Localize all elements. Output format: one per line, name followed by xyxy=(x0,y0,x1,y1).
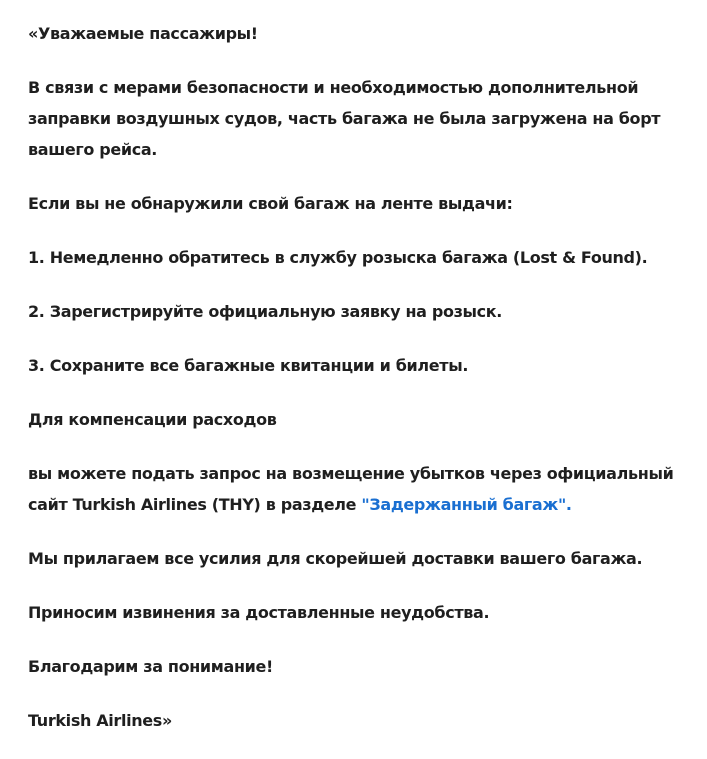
delayed-baggage-link[interactable]: "Задержанный багаж". xyxy=(361,495,572,514)
intro-line: В связи с мерами безопасности и необходимостью дополнительной xyxy=(28,78,639,97)
intro-line: вашего рейса. xyxy=(28,140,158,159)
compensation-prefix: сайт Turkish Airlines (THY) в разделе xyxy=(28,495,362,514)
intro-paragraph xyxy=(28,72,700,165)
step-3: 3. Сохраните все багажные квитанции и билеты. xyxy=(28,356,469,375)
effort-text: Мы прилагаем все усилия для скорейшей доставки вашего багажа. xyxy=(28,549,643,568)
compensation-line xyxy=(28,489,700,520)
step-1: 1. Немедленно обратитесь в службу розыска багажа (Lost & Found). xyxy=(28,248,648,267)
greeting-text: «Уважаемые пассажиры! xyxy=(28,24,258,43)
compensation-line: вы можете подать запрос на возмещение убытков через официальный xyxy=(28,464,674,483)
apology-text: Приносим извинения за доставленные неудобства. xyxy=(28,603,490,622)
intro-line: заправки воздушных судов, часть багажа не была загружена на борт xyxy=(28,109,661,128)
step-2: 2. Зарегистрируйте официальную заявку на розыск. xyxy=(28,302,503,321)
compensation-paragraph xyxy=(28,458,700,520)
signature-text: Turkish Airlines» xyxy=(28,711,172,730)
lead-text: Если вы не обнаружили свой багаж на ленте выдачи: xyxy=(28,194,513,213)
announcement-message xyxy=(28,18,700,759)
compensation-heading: Для компенсации расходов xyxy=(28,410,277,429)
thanks-text: Благодарим за понимание! xyxy=(28,657,273,676)
